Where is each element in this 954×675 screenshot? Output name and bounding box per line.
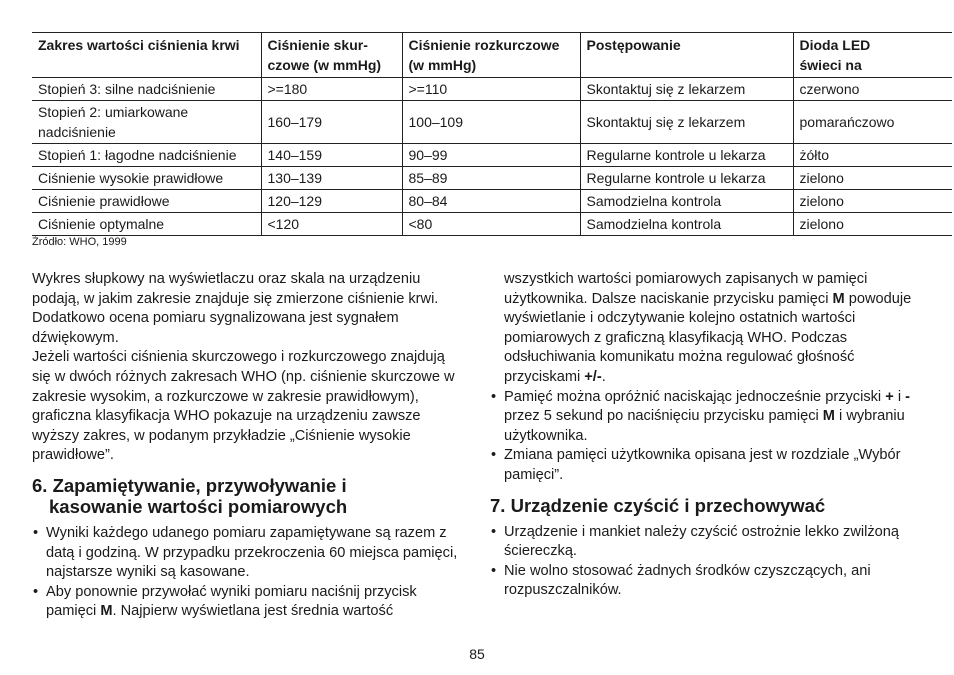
cell-action: Regularne kontrole u lekarza (580, 167, 793, 190)
header-systolic: Ciśnienie skur- czowe (w mmHg) (261, 33, 402, 78)
cell-action: Skontaktuj się z lekarzem (580, 78, 793, 101)
header-action: Postępowanie (580, 33, 793, 78)
volume-keys-label: +/- (584, 368, 602, 385)
table-row (32, 101, 952, 144)
page-number: 85 (469, 646, 485, 662)
right-column (490, 270, 922, 601)
cell-diastolic: <80 (402, 213, 580, 236)
paragraph-who-classification: Jeżeli wartości ciśnienia skurczowego i rozkurczowego znajdują się w dwóch różnych zakresach WHO (np. ciśnienie skurczowe w zakresie wysokim, a rozkurczowe w zakresie prawidłowym), graficzna klasyfikacja WHO pokazuje na urządzeniu zawsze wyższy zakres, w podanym przykładzie „Ciśnienie wysokie prawidłowe”. (32, 349, 455, 464)
cell-action: Samodzielna kontrola (580, 190, 793, 213)
cell-led: czerwono (793, 78, 952, 101)
cell-diastolic: 80–84 (402, 190, 580, 213)
who-classification-table (32, 32, 952, 236)
section-6-list (32, 524, 464, 622)
cell-range: Ciśnienie prawidłowe (32, 190, 261, 213)
memory-key-label: M (832, 290, 845, 307)
cell-systolic: 140–159 (261, 144, 402, 167)
cell-led: zielono (793, 213, 952, 236)
table-source-note: Źródło: WHO, 1999 (32, 236, 127, 248)
cell-action: Skontaktuj się z lekarzem (580, 101, 793, 144)
table-header-row (32, 33, 952, 78)
table-row (32, 167, 952, 190)
cell-systolic: 120–129 (261, 190, 402, 213)
paragraph-display-scale: Wykres słupkowy na wyświetlaczu oraz skala na urządzeniu podają, w jakim zakresie znajduje się zmierzone ciśnienie krwi. Dodatkowo ocena pomiaru sygnalizowana jest sygnałem dźwiękowym. (32, 271, 439, 346)
table-row (32, 78, 952, 101)
plus-key-label: + (885, 388, 894, 405)
list-item: • Zmiana pamięci użytkownika opisana jest w rozdziale „Wybór pamięci”. (490, 446, 922, 485)
table-row (32, 213, 952, 236)
cell-range: Stopień 2: umiarkowane nadciśnienie (32, 101, 261, 144)
cell-diastolic: 90–99 (402, 144, 580, 167)
section-6-list-continued (490, 388, 922, 486)
section-7-list (490, 523, 922, 601)
table-row (32, 144, 952, 167)
cell-range: Stopień 1: łagodne nadciśnienie (32, 144, 261, 167)
list-item: • Urządzenie i mankiet należy czyścić ostrożnie lekko zwilżoną ściereczką. (490, 523, 922, 562)
cell-led: żółto (793, 144, 952, 167)
cell-diastolic: 100–109 (402, 101, 580, 144)
cell-led: zielono (793, 167, 952, 190)
header-diastolic: Ciśnienie rozkurczowe (w mmHg) (402, 33, 580, 78)
cell-range: Ciśnienie wysokie prawidłowe (32, 167, 261, 190)
section-6-title-line2: kasowanie wartości pomiarowych (49, 495, 348, 517)
cell-systolic: >=180 (261, 78, 402, 101)
section-6-title-line1: Zapamiętywanie, przywoływanie i (52, 474, 347, 496)
list-item: • Nie wolno stosować żadnych środków czyszczących, ani rozpuszczalników. (490, 562, 922, 601)
cell-range: Ciśnienie optymalne (32, 213, 261, 236)
header-range: Zakres wartości ciśnienia krwi (32, 33, 261, 78)
cell-systolic: 130–139 (261, 167, 402, 190)
section-6-heading (32, 475, 464, 517)
cell-led: pomarańczowo (793, 101, 952, 144)
table-row (32, 190, 952, 213)
section-7-heading (490, 495, 922, 516)
cell-systolic: <120 (261, 213, 402, 236)
cell-range: Stopień 3: silne nadciśnienie (32, 78, 261, 101)
list-item: • Wyniki każdego udanego pomiaru zapamiętywane są razem z datą i godziną. W przypadku przekroczenia 60 miejsca pamięci, najstarsze wyniki są kasowane. (32, 524, 464, 583)
minus-key-label: - (905, 388, 910, 405)
cell-led: zielono (793, 190, 952, 213)
memory-key-label: M (100, 603, 113, 620)
cell-systolic: 160–179 (261, 101, 402, 144)
cell-diastolic: 85–89 (402, 167, 580, 190)
list-item: • Aby ponownie przywołać wyniki pomiaru naciśnij przycisk pamięci M. Najpierw wyświetlana jest średnia wartość (32, 583, 464, 622)
header-led: Dioda LED świeci na (793, 33, 952, 78)
section-7-number: 7. (490, 494, 506, 516)
section-6-number: 6. (32, 474, 48, 496)
cell-diastolic: >=110 (402, 78, 580, 101)
memory-key-label: M (822, 408, 835, 425)
list-item: • Pamięć można opróżnić naciskając jednocześnie przyciski + i - przez 5 sekund po naciśnięciu przycisku pamięci M i wybraniu użytkownika. (490, 388, 922, 447)
cell-action: Regularne kontrole u lekarza (580, 144, 793, 167)
left-column (32, 270, 464, 622)
section-7-title: Urządzenie czyścić i przechowywać (510, 494, 826, 516)
cell-action: Samodzielna kontrola (580, 213, 793, 236)
bullet-continuation: wszystkich wartości pomiarowych zapisanych w pamięci użytkownika. Dalsze naciskanie przycisku pamięci M powoduje wyświetlanie i odczytywanie kolejno ostatnich wartości pomiarowych z graficzną klasyfikacją WHO. Podczas odsłuchiwania komunikatu można regulować głośność przyciskami +/-. (504, 271, 912, 385)
